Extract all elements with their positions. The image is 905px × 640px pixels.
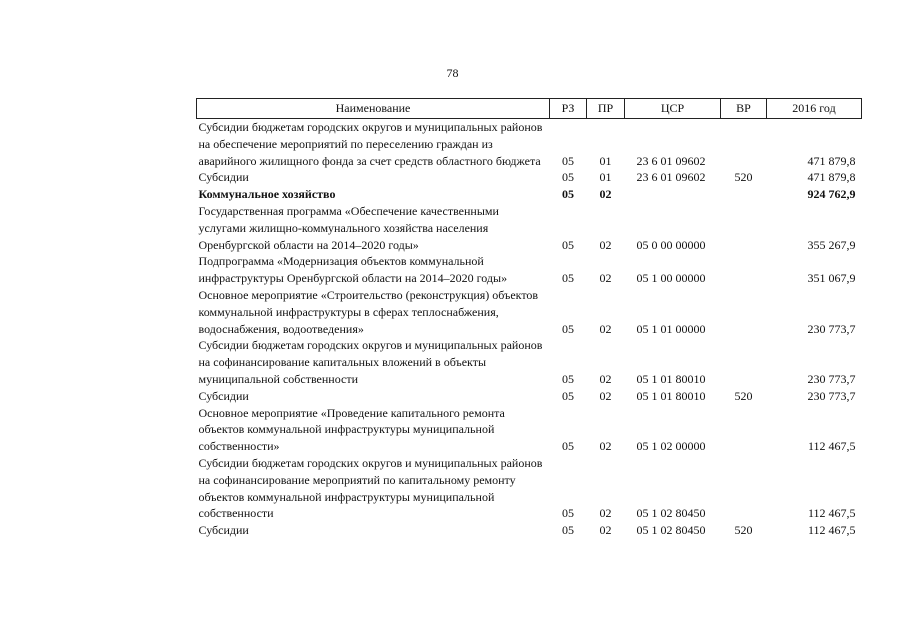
row-pr: 02 [599,237,612,252]
table-row [197,169,862,186]
row-name: Государственная программа «Обеспечение качественными услугами жилищно-коммунального хозяйства населения Оренбургской области на 2014–2020 годы» [198,203,499,252]
header-row [197,99,862,119]
table-row [197,253,862,287]
row-vr: 520 [734,388,753,403]
row-vr [721,337,767,387]
row-vr [721,119,767,170]
row-name: Подпрограмма «Модернизация объектов коммунальной инфраструктуры Оренбургской области на 2014–2020 годы» [198,254,508,286]
row-pr: 02 [599,321,612,336]
row-amount: 112 467,5 [807,439,856,454]
row-name: Субсидии [198,523,249,538]
row-rz: 05 [562,170,574,185]
row-rz: 05 [562,153,574,168]
table-row [197,287,862,337]
row-pr: 02 [599,371,612,386]
row-csr: 05 1 01 80010 [636,371,706,386]
row-vr: 520 [734,523,753,538]
row-csr: 23 6 01 09602 [636,153,706,168]
row-amount: 230 773,7 [807,371,856,386]
header-pr: ПР [587,99,625,119]
budget-table [196,98,862,539]
row-name: Субсидии [198,170,249,185]
row-csr: 23 6 01 09602 [636,170,706,185]
table-row [197,337,862,387]
row-name: Основное мероприятие «Строительство (реконструкция) объектов коммунальной инфраструктуры в сферах теплоснабжения, водоснабжения, водоотведения» [198,287,539,336]
row-pr: 02 [599,271,612,286]
row-amount: 471 879,8 [807,170,856,185]
row-csr: 05 1 02 80450 [636,523,706,538]
header-name: Наименование [197,99,550,119]
row-vr [721,186,767,203]
row-pr: 02 [599,439,612,454]
row-amount: 112 467,5 [807,523,856,538]
row-amount: 355 267,9 [807,237,856,252]
table-header [197,99,862,119]
row-name: Субсидии бюджетам городских округов и муниципальных районов на обеспечение мероприятий по переселению граждан из аварийного жилищного фонда за счет средств областного бюджета [198,120,543,168]
header-vr: ВР [721,99,767,119]
table-row [197,119,862,170]
row-pr: 02 [599,506,612,521]
row-amount: 351 067,9 [807,271,856,286]
row-rz: 05 [562,439,574,454]
row-pr: 02 [599,523,612,538]
row-rz: 05 [562,523,574,538]
header-csr: ЦСР [625,99,721,119]
row-rz: 05 [562,388,574,403]
row-vr [721,203,767,253]
row-amount: 924 762,9 [807,187,856,202]
row-vr [721,405,767,455]
table-body [197,119,862,539]
row-csr: 05 1 01 80010 [636,388,706,403]
row-rz: 05 [562,271,574,286]
row-rz: 05 [562,321,574,336]
row-csr: 05 1 00 00000 [636,271,706,286]
page-number: 78 [446,66,459,80]
row-amount: 230 773,7 [807,321,856,336]
row-vr: 520 [734,170,753,185]
row-csr: 05 0 00 00000 [636,237,706,252]
table-row [197,203,862,253]
row-pr: 01 [599,170,612,185]
row-csr [625,186,721,203]
row-name: Субсидии бюджетам городских округов и муниципальных районов на софинансирование мероприятий по капитальному ремонту объектов коммунальной инфраструктуры муниципальной собственности [198,455,543,521]
row-amount: 230 773,7 [807,388,856,403]
row-rz: 05 [562,237,574,252]
row-amount: 471 879,8 [807,153,856,168]
header-rz: РЗ [550,99,587,119]
row-pr: 02 [599,388,612,403]
row-rz: 05 [562,371,574,386]
row-name: Коммунальное хозяйство [198,187,336,202]
row-name: Субсидии [198,388,249,403]
header-year: 2016 год [767,99,862,119]
row-rz: 05 [562,506,574,521]
row-csr: 05 1 02 80450 [636,506,706,521]
table-row [197,405,862,455]
row-name: Основное мероприятие «Проведение капитального ремонта объектов коммунальной инфраструктуры муниципальной собственности» [198,405,505,454]
row-vr [721,455,767,522]
row-pr: 02 [599,187,612,202]
row-name: Субсидии бюджетам городских округов и муниципальных районов на софинансирование капитальных вложений в объекты муниципальной собственности [198,338,543,386]
row-vr [721,287,767,337]
row-csr: 05 1 02 00000 [636,439,706,454]
row-rz: 05 [562,187,574,202]
row-amount: 112 467,5 [807,506,856,521]
table-row [197,522,862,539]
table-row [197,455,862,522]
row-pr: 01 [599,153,612,168]
table-row [197,388,862,405]
row-vr [721,253,767,287]
row-csr: 05 1 01 00000 [636,321,706,336]
table-row-section [197,186,862,203]
